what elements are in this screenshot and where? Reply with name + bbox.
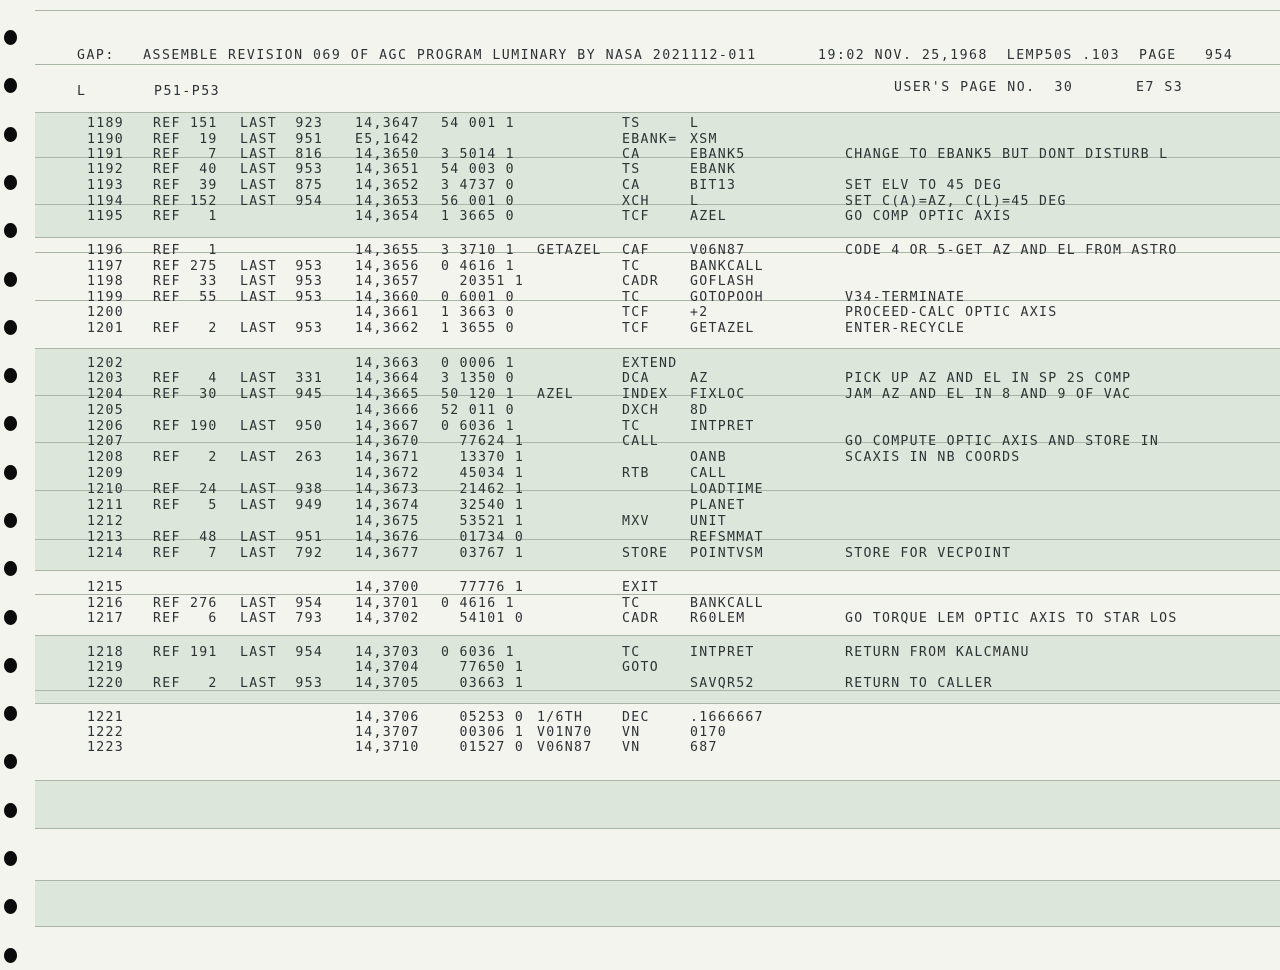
- operand: 8D: [690, 403, 709, 418]
- octal-word: 03663 1: [441, 676, 525, 691]
- octal-word: 45034 1: [441, 466, 525, 481]
- ruled-line: [35, 926, 1280, 927]
- ref-count: REF 48: [153, 530, 218, 545]
- last-ref: LAST 875: [240, 178, 324, 193]
- address: 14,3657: [355, 274, 420, 289]
- operand: INTPRET: [690, 419, 755, 434]
- last-ref: LAST 953: [240, 162, 324, 177]
- opcode: CALL: [622, 434, 659, 449]
- address: 14,3663: [355, 356, 420, 371]
- octal-word: 0 0006 1: [441, 356, 515, 371]
- last-ref: LAST 949: [240, 498, 324, 513]
- line-number: 1220: [87, 676, 124, 691]
- operand: POINTVSM: [690, 546, 764, 561]
- sprocket-hole: [4, 368, 17, 383]
- octal-word: 56 001 0: [441, 194, 515, 209]
- line-number: 1195: [87, 209, 124, 224]
- label: 1/6TH: [537, 710, 584, 725]
- address: 14,3710: [355, 740, 420, 755]
- line-number: 1209: [87, 466, 124, 481]
- line-number: 1215: [87, 580, 124, 595]
- line-number: 1203: [87, 371, 124, 386]
- last-ref: LAST 945: [240, 387, 324, 402]
- ref-count: REF 151: [153, 116, 218, 131]
- octal-word: 50 120 1: [441, 387, 515, 402]
- address: 14,3667: [355, 419, 420, 434]
- operand: L: [690, 194, 700, 209]
- address: 14,3647: [355, 116, 420, 131]
- opcode: EXIT: [622, 580, 659, 595]
- operand: AZ: [690, 371, 709, 386]
- last-ref: LAST 953: [240, 290, 324, 305]
- opcode: CADR: [622, 274, 659, 289]
- sprocket-hole: [4, 754, 17, 769]
- sprocket-hole: [4, 223, 17, 238]
- last-ref: LAST 950: [240, 419, 324, 434]
- ruled-line: [35, 828, 1280, 829]
- octal-word: 77624 1: [441, 434, 525, 449]
- opcode: MXV: [622, 514, 650, 529]
- last-ref: LAST 938: [240, 482, 324, 497]
- octal-word: 3 5014 1: [441, 147, 515, 162]
- operand: AZEL: [690, 209, 727, 224]
- opcode: CA: [622, 178, 641, 193]
- octal-word: 0 4616 1: [441, 259, 515, 274]
- address: 14,3672: [355, 466, 420, 481]
- operand: OANB: [690, 450, 727, 465]
- operand: R60LEM: [690, 611, 746, 626]
- octal-word: 53521 1: [441, 514, 525, 529]
- sprocket-hole: [4, 513, 17, 528]
- comment: PROCEED-CALC OPTIC AXIS: [845, 305, 1058, 320]
- opcode: EBANK=: [622, 132, 678, 147]
- green-band: [35, 780, 1280, 828]
- octal-word: 01734 0: [441, 530, 525, 545]
- line-number: 1198: [87, 274, 124, 289]
- address: 14,3701: [355, 596, 420, 611]
- address: 14,3703: [355, 645, 420, 660]
- line-number: 1190: [87, 132, 124, 147]
- header-right: 19:02 NOV. 25,1968 LEMP50S .103 PAGE 954: [818, 48, 1234, 63]
- sprocket-hole: [4, 30, 17, 45]
- sprocket-hole: [4, 561, 17, 576]
- operand: BIT13: [690, 178, 737, 193]
- address: 14,3702: [355, 611, 420, 626]
- last-ref: LAST 953: [240, 274, 324, 289]
- comment: GO TORQUE LEM OPTIC AXIS TO STAR LOS: [845, 611, 1178, 626]
- ref-count: REF 5: [153, 498, 218, 513]
- sprocket-hole: [4, 948, 17, 963]
- operand: EBANK: [690, 162, 737, 177]
- address: 14,3666: [355, 403, 420, 418]
- opcode: DXCH: [622, 403, 659, 418]
- address: 14,3656: [355, 259, 420, 274]
- line-number: 1222: [87, 725, 124, 740]
- ruled-line: [35, 780, 1280, 781]
- ref-count: REF 1: [153, 209, 218, 224]
- ref-count: REF 7: [153, 546, 218, 561]
- sprocket-hole: [4, 610, 17, 625]
- ref-count: REF 24: [153, 482, 218, 497]
- ref-count: REF 40: [153, 162, 218, 177]
- comment: PICK UP AZ AND EL IN SP 2S COMP: [845, 371, 1132, 386]
- ref-count: REF 276: [153, 596, 218, 611]
- octal-word: 54 003 0: [441, 162, 515, 177]
- comment: STORE FOR VECPOINT: [845, 546, 1012, 561]
- line-number: 1191: [87, 147, 124, 162]
- line-number: 1197: [87, 259, 124, 274]
- ref-count: REF 2: [153, 321, 218, 336]
- opcode: TCF: [622, 305, 650, 320]
- octal-word: 13370 1: [441, 450, 525, 465]
- opcode: TC: [622, 419, 641, 434]
- opcode: EXTEND: [622, 356, 678, 371]
- line-number: 1202: [87, 356, 124, 371]
- comment: SET ELV TO 45 DEG: [845, 178, 1003, 193]
- opcode: GOTO: [622, 660, 659, 675]
- ref-count: REF 19: [153, 132, 218, 147]
- comment: V34-TERMINATE: [845, 290, 966, 305]
- line-number: 1193: [87, 178, 124, 193]
- line-number: 1199: [87, 290, 124, 305]
- opcode: DEC: [622, 710, 650, 725]
- last-ref: LAST 953: [240, 676, 324, 691]
- line-number: 1213: [87, 530, 124, 545]
- section-name: P51-P53: [154, 84, 221, 99]
- sprocket-hole: [4, 416, 17, 431]
- comment: SCAXIS IN NB COORDS: [845, 450, 1021, 465]
- address: 14,3707: [355, 725, 420, 740]
- octal-word: 0 4616 1: [441, 596, 515, 611]
- sprocket-hole: [4, 175, 17, 190]
- address: 14,3652: [355, 178, 420, 193]
- last-ref: LAST 951: [240, 530, 324, 545]
- address: 14,3671: [355, 450, 420, 465]
- operand: CALL: [690, 466, 727, 481]
- ruled-line: [35, 490, 1280, 491]
- address: 14,3700: [355, 580, 420, 595]
- octal-word: 21462 1: [441, 482, 525, 497]
- operand: UNIT: [690, 514, 727, 529]
- octal-word: 77650 1: [441, 660, 525, 675]
- octal-word: 52 011 0: [441, 403, 515, 418]
- users-page-number: USER'S PAGE NO. 30: [894, 80, 1074, 95]
- sprocket-hole: [4, 272, 17, 287]
- line-number: 1189: [87, 116, 124, 131]
- opcode: VN: [622, 740, 641, 755]
- opcode: TCF: [622, 209, 650, 224]
- address: 14,3665: [355, 387, 420, 402]
- ref-count: REF 1: [153, 243, 218, 258]
- comment: JAM AZ AND EL IN 8 AND 9 OF VAC: [845, 387, 1132, 402]
- operand: GETAZEL: [690, 321, 755, 336]
- ruled-line: [35, 703, 1280, 704]
- ref-count: REF 33: [153, 274, 218, 289]
- opcode: TC: [622, 290, 641, 305]
- ruled-line: [35, 10, 1280, 11]
- address: 14,3654: [355, 209, 420, 224]
- octal-word: 77776 1: [441, 580, 525, 595]
- opcode: INDEX: [622, 387, 669, 402]
- line-number: 1223: [87, 740, 124, 755]
- comment: CHANGE TO EBANK5 BUT DONT DISTURB L: [845, 147, 1169, 162]
- operand: 0170: [690, 725, 727, 740]
- ref-count: REF 30: [153, 387, 218, 402]
- last-ref: LAST 792: [240, 546, 324, 561]
- sprocket-hole: [4, 78, 17, 93]
- octal-word: 05253 0: [441, 710, 525, 725]
- comment: ENTER-RECYCLE: [845, 321, 966, 336]
- line-number: 1201: [87, 321, 124, 336]
- octal-word: 54101 0: [441, 611, 525, 626]
- address: 14,3662: [355, 321, 420, 336]
- octal-word: 20351 1: [441, 274, 525, 289]
- octal-word: 01527 0: [441, 740, 525, 755]
- address: 14,3705: [355, 676, 420, 691]
- label: V06N87: [537, 740, 593, 755]
- ruled-line: [35, 690, 1280, 691]
- octal-word: 3 1350 0: [441, 371, 515, 386]
- ref-count: REF 191: [153, 645, 218, 660]
- opcode: TC: [622, 596, 641, 611]
- address: 14,3676: [355, 530, 420, 545]
- line-number: 1206: [87, 419, 124, 434]
- octal-word: 54 001 1: [441, 116, 515, 131]
- line-number: 1218: [87, 645, 124, 660]
- ruled-line: [35, 539, 1280, 540]
- comment: GO COMP OPTIC AXIS: [845, 209, 1012, 224]
- line-number: 1200: [87, 305, 124, 320]
- address: 14,3653: [355, 194, 420, 209]
- last-ref: LAST 954: [240, 194, 324, 209]
- ruled-line: [35, 204, 1280, 205]
- opcode: XCH: [622, 194, 650, 209]
- octal-word: 32540 1: [441, 498, 525, 513]
- operand: GOFLASH: [690, 274, 755, 289]
- address: 14,3706: [355, 710, 420, 725]
- line-number: 1217: [87, 611, 124, 626]
- operand: 687: [690, 740, 718, 755]
- line-number: 1211: [87, 498, 124, 513]
- label: AZEL: [537, 387, 574, 402]
- opcode: STORE: [622, 546, 669, 561]
- address: 14,3664: [355, 371, 420, 386]
- last-ref: LAST 954: [240, 645, 324, 660]
- line-number: 1194: [87, 194, 124, 209]
- line-number: 1221: [87, 710, 124, 725]
- line-number: 1208: [87, 450, 124, 465]
- line-number: 1192: [87, 162, 124, 177]
- address: 14,3661: [355, 305, 420, 320]
- operand: BANKCALL: [690, 596, 764, 611]
- ref-count: REF 2: [153, 676, 218, 691]
- operand: +2: [690, 305, 709, 320]
- opcode: RTB: [622, 466, 650, 481]
- line-number: 1196: [87, 243, 124, 258]
- last-ref: LAST 953: [240, 259, 324, 274]
- octal-word: 00306 1: [441, 725, 525, 740]
- label: V01N70: [537, 725, 593, 740]
- last-ref: LAST 953: [240, 321, 324, 336]
- operand: REFSMMAT: [690, 530, 764, 545]
- last-ref: LAST 954: [240, 596, 324, 611]
- address: 14,3655: [355, 243, 420, 258]
- green-band: [35, 112, 1280, 237]
- comment: CODE 4 OR 5-GET AZ AND EL FROM ASTRO: [845, 243, 1178, 258]
- operand: INTPRET: [690, 645, 755, 660]
- operand: PLANET: [690, 498, 746, 513]
- ref-count: REF 4: [153, 371, 218, 386]
- octal-word: 1 3663 0: [441, 305, 515, 320]
- header-left: GAP: ASSEMBLE REVISION 069 OF AGC PROGRAM LUMINARY BY NASA 2021112-011: [77, 48, 757, 63]
- opcode: TS: [622, 116, 641, 131]
- address: E5,1642: [355, 132, 420, 147]
- operand: SAVQR52: [690, 676, 755, 691]
- line-number: 1210: [87, 482, 124, 497]
- operand: XSM: [690, 132, 718, 147]
- operand: L: [690, 116, 700, 131]
- ref-count: REF 55: [153, 290, 218, 305]
- ruled-line: [35, 64, 1280, 65]
- ruled-line: [35, 112, 1280, 113]
- ref-count: REF 275: [153, 259, 218, 274]
- ruled-line: [35, 348, 1280, 349]
- address: 14,3704: [355, 660, 420, 675]
- comment: RETURN FROM KALCMANU: [845, 645, 1030, 660]
- sprocket-hole: [4, 465, 17, 480]
- address: 14,3650: [355, 147, 420, 162]
- sprocket-hole: [4, 803, 17, 818]
- opcode: TC: [622, 259, 641, 274]
- octal-word: 3 4737 0: [441, 178, 515, 193]
- comment: GO COMPUTE OPTIC AXIS AND STORE IN: [845, 434, 1160, 449]
- ref-count: REF 39: [153, 178, 218, 193]
- operand: GOTOPOOH: [690, 290, 764, 305]
- ref-count: REF 190: [153, 419, 218, 434]
- ruled-line: [35, 300, 1280, 301]
- line-number: 1205: [87, 403, 124, 418]
- opcode: CA: [622, 147, 641, 162]
- label: GETAZEL: [537, 243, 602, 258]
- octal-word: 1 3655 0: [441, 321, 515, 336]
- last-ref: LAST 816: [240, 147, 324, 162]
- operand: BANKCALL: [690, 259, 764, 274]
- ref-count: REF 152: [153, 194, 218, 209]
- octal-word: 0 6001 0: [441, 290, 515, 305]
- last-ref: LAST 263: [240, 450, 324, 465]
- comment: SET C(A)=AZ, C(L)=45 DEG: [845, 194, 1067, 209]
- opcode: TS: [622, 162, 641, 177]
- octal-word: 3 3710 1: [441, 243, 515, 258]
- opcode: DCA: [622, 371, 650, 386]
- octal-word: 1 3665 0: [441, 209, 515, 224]
- page-code: E7 S3: [1136, 80, 1184, 95]
- opcode: TC: [622, 645, 641, 660]
- address: 14,3673: [355, 482, 420, 497]
- operand: V06N87: [690, 243, 746, 258]
- last-ref: LAST 923: [240, 116, 324, 131]
- sprocket-hole: [4, 851, 17, 866]
- green-band: [35, 880, 1280, 926]
- octal-word: 03767 1: [441, 546, 525, 561]
- last-ref: LAST 951: [240, 132, 324, 147]
- ruled-line: [35, 880, 1280, 881]
- sprocket-hole: [4, 658, 17, 673]
- line-number: 1214: [87, 546, 124, 561]
- opcode: CAF: [622, 243, 650, 258]
- address: 14,3675: [355, 514, 420, 529]
- line-number: 1219: [87, 660, 124, 675]
- comment: RETURN TO CALLER: [845, 676, 993, 691]
- section-left: L: [77, 84, 87, 99]
- octal-word: 0 6036 1: [441, 419, 515, 434]
- sprocket-hole: [4, 899, 17, 914]
- octal-word: 0 6036 1: [441, 645, 515, 660]
- ruled-line: [35, 237, 1280, 238]
- sprocket-hole: [4, 127, 17, 142]
- last-ref: LAST 793: [240, 611, 324, 626]
- line-number: 1212: [87, 514, 124, 529]
- line-number: 1216: [87, 596, 124, 611]
- address: 14,3674: [355, 498, 420, 513]
- address: 14,3660: [355, 290, 420, 305]
- line-number: 1204: [87, 387, 124, 402]
- opcode: CADR: [622, 611, 659, 626]
- sprocket-hole: [4, 706, 17, 721]
- opcode: VN: [622, 725, 641, 740]
- ruled-line: [35, 635, 1280, 636]
- address: 14,3651: [355, 162, 420, 177]
- ref-count: REF 6: [153, 611, 218, 626]
- operand: EBANK5: [690, 147, 746, 162]
- operand: FIXLOC: [690, 387, 746, 402]
- ref-count: REF 7: [153, 147, 218, 162]
- opcode: TCF: [622, 321, 650, 336]
- ruled-line: [35, 570, 1280, 571]
- operand: LOADTIME: [690, 482, 764, 497]
- ref-count: REF 2: [153, 450, 218, 465]
- line-number: 1207: [87, 434, 124, 449]
- last-ref: LAST 331: [240, 371, 324, 386]
- address: 14,3670: [355, 434, 420, 449]
- operand: .1666667: [690, 710, 764, 725]
- sprocket-hole: [4, 320, 17, 335]
- address: 14,3677: [355, 546, 420, 561]
